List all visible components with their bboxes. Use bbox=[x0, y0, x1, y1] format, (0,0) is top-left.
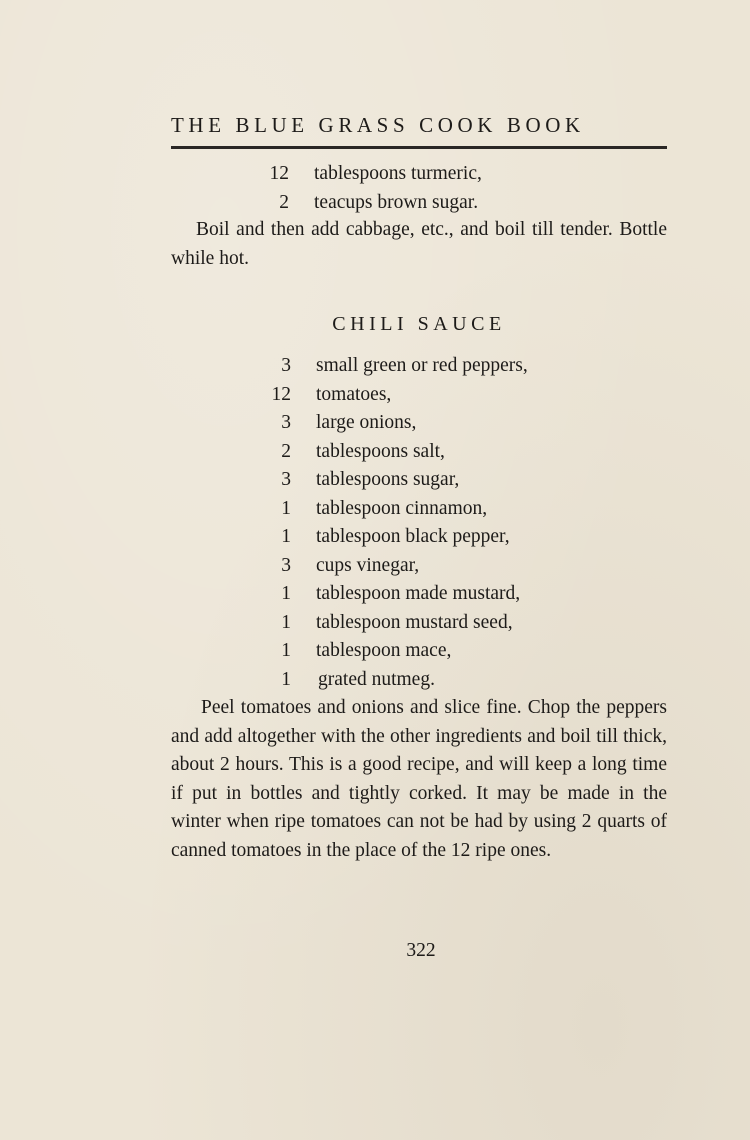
ingredient-row bbox=[0, 160, 750, 189]
ingredient-text: tablespoons turmeric, bbox=[314, 163, 482, 184]
ingredient-quantity: 12 bbox=[269, 163, 289, 184]
ingredient-row bbox=[0, 637, 750, 666]
ingredient-text: teacups brown sugar. bbox=[314, 191, 479, 213]
ingredient-quantity: 1 bbox=[281, 526, 291, 547]
running-header: THE BLUE GRASS COOK BOOK bbox=[171, 113, 585, 137]
ingredient-text: tablespoons sugar, bbox=[316, 469, 460, 490]
ingredient-quantity: 1 bbox=[281, 668, 291, 690]
ingredient-row bbox=[0, 580, 750, 609]
ingredient-quantity: 2 bbox=[279, 191, 289, 213]
header-rule bbox=[171, 146, 667, 149]
ingredient-quantity: 2 bbox=[281, 440, 291, 462]
ingredient-quantity: 1 bbox=[281, 640, 291, 661]
ingredient-text: tablespoon black pepper, bbox=[316, 526, 510, 547]
ingredient-row bbox=[0, 666, 750, 695]
ingredient-quantity: 3 bbox=[281, 355, 291, 376]
page-number: 322 bbox=[406, 940, 436, 961]
ingredient-row bbox=[0, 352, 750, 381]
ingredient-text: grated nutmeg. bbox=[318, 668, 435, 690]
ingredient-quantity: 12 bbox=[271, 383, 291, 405]
recipe-directions: Peel tomatoes and onions and slice fine. Chop the peppers and add altogether with the other ingredients and boil till thick, about 2 hours. This is a good recipe, and will keep a long time if put in bottles and tightly corked. It may be made in the winter when ripe tomatoes can not be had by using 2 quarts of canned tomatoes in the place of the 12 ripe ones. bbox=[171, 697, 667, 861]
ingredient-row bbox=[0, 609, 750, 638]
ingredient-text: tablespoon mace, bbox=[316, 640, 452, 661]
ingredient-row bbox=[0, 381, 750, 410]
ingredient-quantity: 1 bbox=[281, 611, 291, 633]
ingredient-row bbox=[0, 438, 750, 467]
ingredient-text: cups vinegar, bbox=[316, 554, 420, 576]
ingredient-text: tomatoes, bbox=[316, 383, 392, 405]
ingredient-quantity: 3 bbox=[281, 412, 291, 433]
ingredient-text: tablespoons salt, bbox=[316, 440, 445, 462]
ingredient-row bbox=[0, 523, 750, 552]
recipe-ingredient-list bbox=[0, 352, 750, 694]
ingredient-row bbox=[0, 466, 750, 495]
ingredient-quantity: 3 bbox=[281, 554, 291, 576]
ingredient-text: small green or red peppers, bbox=[316, 355, 528, 376]
ingredient-row bbox=[0, 409, 750, 438]
ingredient-text: large onions, bbox=[316, 412, 417, 433]
recipe-title: CHILI SAUCE bbox=[332, 313, 506, 335]
ingredient-row bbox=[0, 552, 750, 581]
ingredient-quantity: 3 bbox=[281, 469, 291, 490]
ingredient-row bbox=[0, 189, 750, 218]
continued-ingredient-list bbox=[0, 160, 750, 217]
ingredient-quantity: 1 bbox=[281, 583, 291, 604]
ingredient-quantity: 1 bbox=[281, 497, 291, 519]
ingredient-row bbox=[0, 495, 750, 524]
continued-paragraph: Boil and then add cabbage, etc., and boil till tender. Bottle while hot. bbox=[171, 219, 667, 269]
ingredient-text: tablespoon mustard seed, bbox=[316, 611, 513, 633]
ingredient-text: tablespoon cinnamon, bbox=[316, 497, 488, 519]
ingredient-text: tablespoon made mustard, bbox=[316, 583, 521, 604]
